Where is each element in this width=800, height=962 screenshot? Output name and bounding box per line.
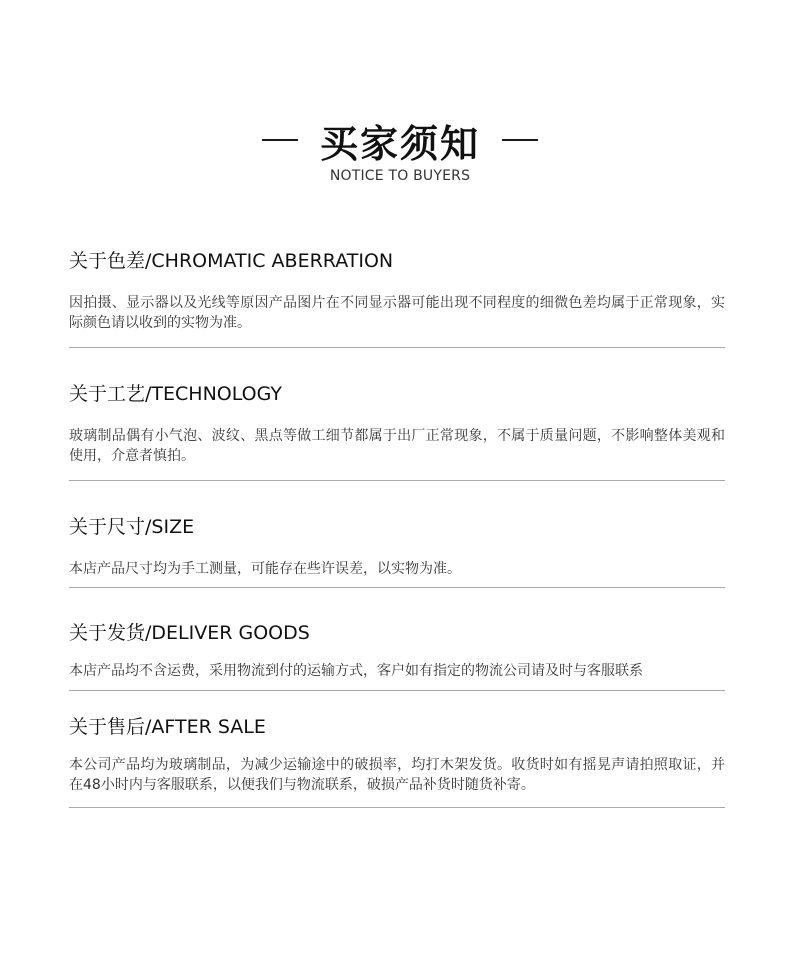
section-title: 关于工艺/TECHNOLOGY bbox=[69, 383, 282, 405]
section-divider bbox=[69, 690, 725, 691]
section-title: 关于尺寸/SIZE bbox=[69, 516, 195, 538]
section-technology bbox=[69, 382, 725, 466]
section-size bbox=[69, 515, 725, 579]
section-body: 本公司产品均为玻璃制品，为减少运输途中的破损率，均打木架发货。收货时如有摇晃声请拍照取证，并在48小时内与客服联系，以便我们与物流联系，破损产品补货时随货补寄。 bbox=[69, 757, 725, 793]
page-title: 买家须知 bbox=[319, 121, 480, 166]
section-body: 本店产品均不含运费，采用物流到付的运输方式，客户如有指定的物流公司请及时与客服联系 bbox=[69, 663, 643, 679]
section-body: 玻璃制品偶有小气泡、波纹、黑点等做工细节都属于出厂正常现象，不属于质量问题，不影响整体美观和使用，介意者慎拍。 bbox=[69, 428, 725, 464]
section-chromatic-aberration bbox=[69, 249, 725, 333]
section-body: 因拍摄、显示器以及光线等原因产品图片在不同显示器可能出现不同程度的细微色差均属于正常现象，实际颜色请以收到的实物为准。 bbox=[69, 295, 725, 331]
section-after-sale bbox=[69, 715, 725, 795]
title-left-dash bbox=[262, 139, 298, 141]
section-divider bbox=[69, 807, 725, 808]
section-divider bbox=[69, 347, 725, 348]
title-right-dash bbox=[502, 139, 538, 141]
section-divider bbox=[69, 587, 725, 588]
title-row bbox=[0, 112, 800, 168]
section-title: 关于色差/CHROMATIC ABERRATION bbox=[69, 250, 394, 272]
section-title: 关于售后/AFTER SALE bbox=[69, 716, 266, 738]
section-body: 本店产品尺寸均为手工测量，可能存在些许误差，以实物为准。 bbox=[69, 561, 461, 577]
page-subtitle: NOTICE TO BUYERS bbox=[329, 168, 471, 184]
section-divider bbox=[69, 480, 725, 481]
page-header bbox=[0, 112, 800, 184]
section-deliver-goods bbox=[69, 621, 725, 681]
section-title: 关于发货/DELIVER GOODS bbox=[69, 622, 310, 644]
